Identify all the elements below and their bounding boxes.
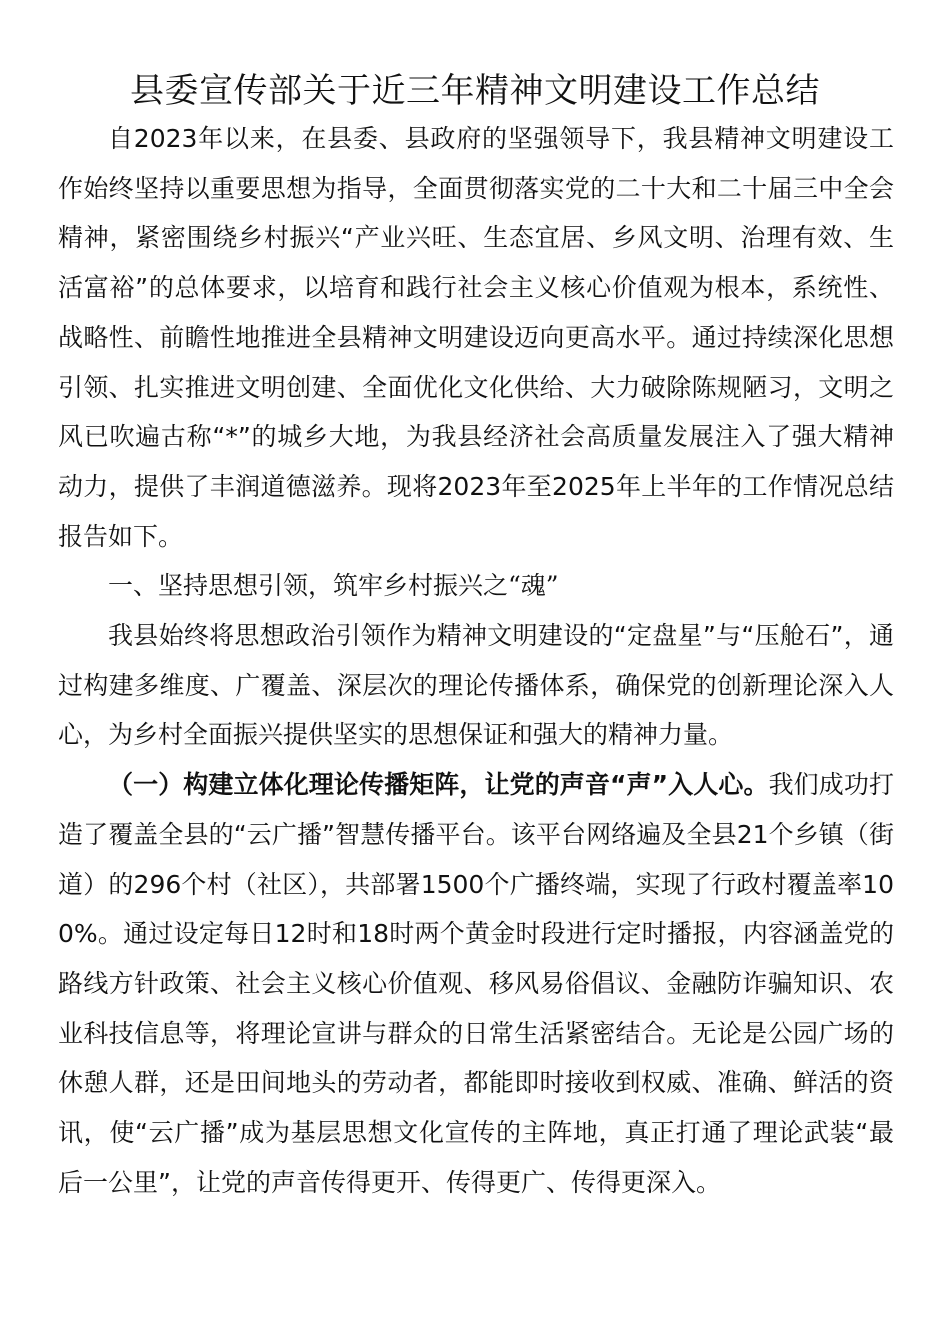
document-body	[58, 114, 894, 1207]
section1-item1-lead: （一）构建立体化理论传播矩阵，让党的声音“声”入人心。	[108, 770, 769, 800]
section-heading-1: 一、坚持思想引领，筑牢乡村振兴之“魂”	[108, 571, 559, 601]
section1-item1-text: 我们成功打造了覆盖全县的“云广播”智慧传播平台。该平台网络遍及全县21个乡镇（街道）的296个村（社区），共部署1500个广播终端，实现了行政村覆盖率100%。通过设定每日12时和18时两个黄金时段进行定时播报，内容涵盖党的路线方针政策、社会主义核心价值观、移风易俗倡议、金融防诈骗知识、农业科技信息等，将理论宣讲与群众的日常生活紧密结合。无论是公园广场的休憩人群，还是田间地头的劳动者，都能即时接收到权威、准确、鲜活的资讯，使“云广播”成为基层思想文化宣传的主阵地，真正打通了理论武装“最后一公里”，让党的声音传得更开、传得更广、传得更深入。	[58, 770, 894, 1197]
section1-item1-paragraph	[58, 760, 894, 1207]
section1-paragraph: 我县始终将思想政治引领作为精神文明建设的“定盘星”与“压舱石”，通过构建多维度、广覆盖、深层次的理论传播体系，确保党的创新理论深入人心，为乡村全面振兴提供坚实的思想保证和强大的精神力量。	[58, 621, 894, 750]
document-title: 县委宣传部关于近三年精神文明建设工作总结	[130, 71, 820, 111]
intro-paragraph: 自2023年以来，在县委、县政府的坚强领导下，我县精神文明建设工作始终坚持以重要思想为指导，全面贯彻落实党的二十大和二十届三中全会精神，紧密围绕乡村振兴“产业兴旺、生态宜居、乡风文明、治理有效、生活富裕”的总体要求，以培育和践行社会主义核心价值观为根本，系统性、战略性、前瞻性地推进全县精神文明建设迈向更高水平。通过持续深化思想引领、扎实推进文明创建、全面优化文化供给、大力破除陈规陋习，文明之风已吹遍古称“*”的城乡大地，为我县经济社会高质量发展注入了强大精神动力，提供了丰润道德滋养。现将2023年至2025年上半年的工作情况总结报告如下。	[58, 124, 894, 551]
